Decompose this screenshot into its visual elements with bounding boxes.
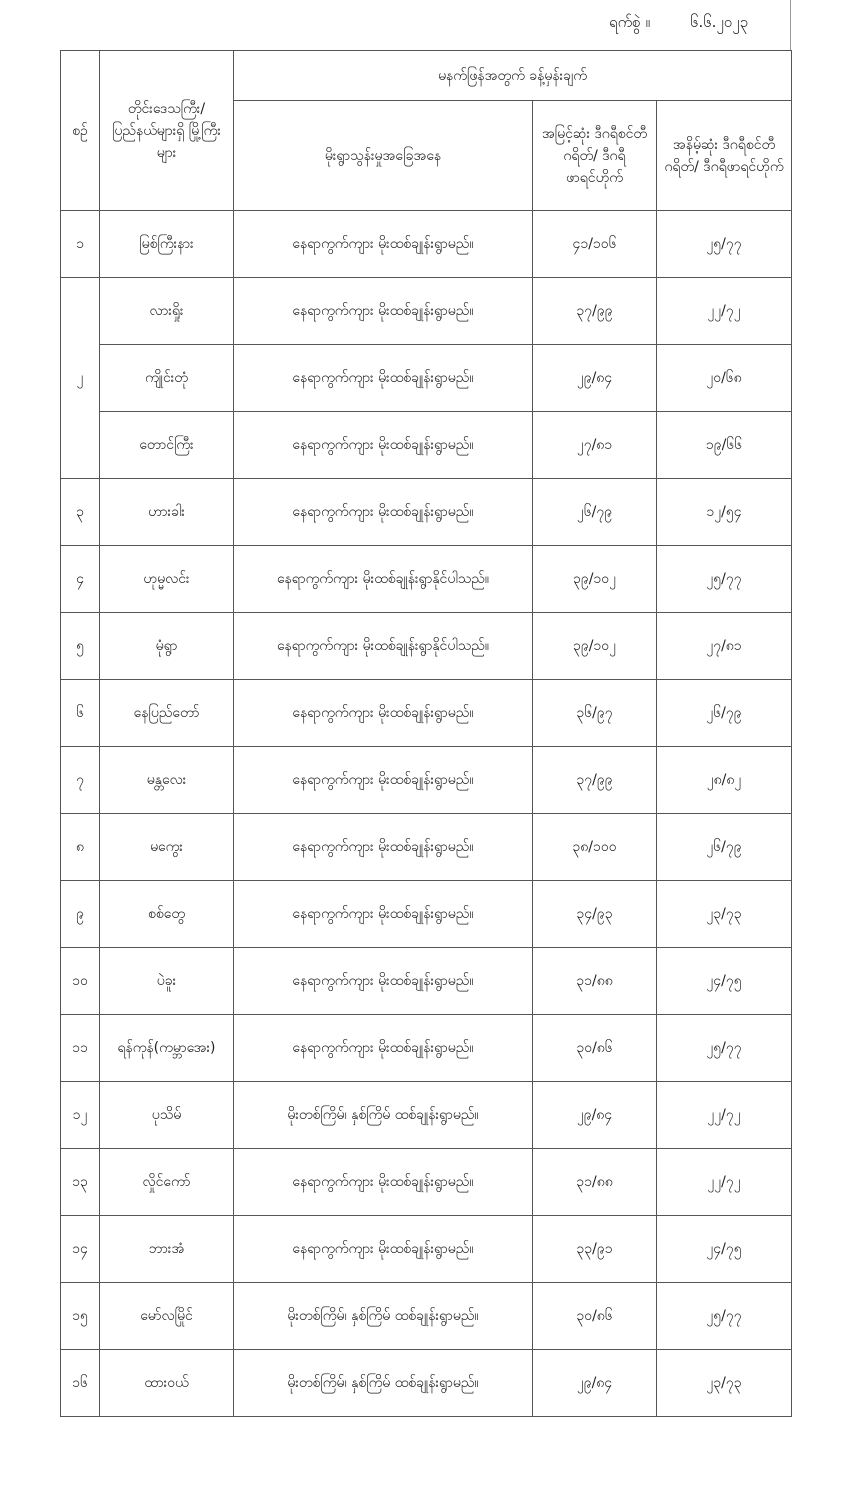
min-temperature: ၂၂/၇၂ <box>657 1149 792 1216</box>
table-body <box>61 211 792 1417</box>
min-temperature: ၂၀/၆၈ <box>657 345 792 412</box>
city-name: မြစ်ကြီးနား <box>100 211 234 278</box>
date-label: ရက်စွဲ ။ <box>608 13 650 31</box>
table-row <box>61 412 792 479</box>
max-temperature: ၂၇/၈၁ <box>533 412 657 479</box>
row-number: ၁၃ <box>61 1149 100 1216</box>
row-number: ၁၁ <box>61 1015 100 1082</box>
max-temperature: ၄၁/၁၀၆ <box>533 211 657 278</box>
table-row <box>61 613 792 680</box>
header-forecast-group: မနက်ဖြန်အတွက် ခန့်မှန်းချက် <box>234 51 792 101</box>
table-row <box>61 814 792 881</box>
city-name: ပဲခူး <box>100 948 234 1015</box>
rain-condition: နေရာကွက်ကျား မိုးထစ်ချုန်းရွာနိုင်ပါသည်။ <box>234 546 533 613</box>
max-temperature: ၃၇/၉၉ <box>533 747 657 814</box>
row-number: ၄ <box>61 546 100 613</box>
header-region: တိုင်းဒေသကြီး/ ပြည်နယ်များရှိ မြို့ကြီးများ <box>100 51 234 211</box>
row-number: ၃ <box>61 479 100 546</box>
city-name: မော်လမြိုင် <box>100 1283 234 1350</box>
city-name: ပုသိမ် <box>100 1082 234 1149</box>
max-temperature: ၃၈/၁၀၀ <box>533 814 657 881</box>
city-name: မုံရွာ <box>100 613 234 680</box>
max-temperature: ၃၄/၉၃ <box>533 881 657 948</box>
city-name: ဟားခါး <box>100 479 234 546</box>
max-temperature: ၃၃/၉၁ <box>533 1216 657 1283</box>
rain-condition: နေရာကွက်ကျား မိုးထစ်ချုန်းရွာမည်။ <box>234 1216 533 1283</box>
max-temperature: ၃၇/၉၉ <box>533 278 657 345</box>
city-name: ဟုမ္မလင်း <box>100 546 234 613</box>
min-temperature: ၂၃/၇၃ <box>657 881 792 948</box>
max-temperature: ၂၉/၈၄ <box>533 1350 657 1417</box>
max-temperature: ၂၉/၈၄ <box>533 1082 657 1149</box>
table-row <box>61 1283 792 1350</box>
table-row <box>61 1216 792 1283</box>
table-row <box>61 1082 792 1149</box>
table-row <box>61 747 792 814</box>
rain-condition: နေရာကွက်ကျား မိုးထစ်ချုန်းရွာမည်။ <box>234 479 533 546</box>
rain-condition: နေရာကွက်ကျား မိုးထစ်ချုန်းရွာမည်။ <box>234 948 533 1015</box>
min-temperature: ၂၅/၇၇ <box>657 1015 792 1082</box>
row-number: ၂ <box>61 278 100 479</box>
row-number: ၁၂ <box>61 1082 100 1149</box>
min-temperature: ၂၆/၇၉ <box>657 814 792 881</box>
rain-condition: နေရာကွက်ကျား မိုးထစ်ချုန်းရွာမည်။ <box>234 747 533 814</box>
min-temperature: ၂၄/၇၅ <box>657 1216 792 1283</box>
table-row <box>61 881 792 948</box>
header-condition: မိုးရွာသွန်းမှုအခြေအနေ <box>234 101 533 211</box>
row-number: ၁၀ <box>61 948 100 1015</box>
row-number: ၁၆ <box>61 1350 100 1417</box>
rain-condition: နေရာကွက်ကျား မိုးထစ်ချုန်းရွာမည်။ <box>234 1015 533 1082</box>
min-temperature: ၂၃/၇၃ <box>657 1350 792 1417</box>
table-row <box>61 345 792 412</box>
city-name: မကွေး <box>100 814 234 881</box>
min-temperature: ၂၆/၇၉ <box>657 680 792 747</box>
rain-condition: နေရာကွက်ကျား မိုးထစ်ချုန်းရွာမည်။ <box>234 881 533 948</box>
rain-condition: နေရာကွက်ကျား မိုးထစ်ချုန်းရွာမည်။ <box>234 1149 533 1216</box>
date-value: ၆.၆.၂၀၂၃ <box>690 13 749 31</box>
max-temperature: ၃၉/၁၀၂ <box>533 613 657 680</box>
table-row <box>61 1149 792 1216</box>
header-no: စဉ် <box>61 51 100 211</box>
city-name: စစ်တွေ <box>100 881 234 948</box>
row-number: ၅ <box>61 613 100 680</box>
city-name: တောင်ကြီး <box>100 412 234 479</box>
min-temperature: ၂၅/၇၇ <box>657 211 792 278</box>
max-temperature: ၃၁/၈၈ <box>533 1149 657 1216</box>
rain-condition: နေရာကွက်ကျား မိုးထစ်ချုန်းရွာနိုင်ပါသည်။ <box>234 613 533 680</box>
row-number: ၈ <box>61 814 100 881</box>
max-temperature: ၂၉/၈၄ <box>533 345 657 412</box>
min-temperature: ၂၂/၇၂ <box>657 278 792 345</box>
table-row <box>61 1350 792 1417</box>
max-temperature: ၃၁/၈၈ <box>533 948 657 1015</box>
table-row <box>61 680 792 747</box>
max-temperature: ၃၉/၁၀၂ <box>533 546 657 613</box>
table-row <box>61 211 792 278</box>
city-name: လှိုင်ကော် <box>100 1149 234 1216</box>
max-temperature: ၂၆/၇၉ <box>533 479 657 546</box>
city-name: လားရှိုး <box>100 278 234 345</box>
city-name: နေပြည်တော် <box>100 680 234 747</box>
row-number: ၉ <box>61 881 100 948</box>
city-name: ကျိုင်းတုံ <box>100 345 234 412</box>
header-min-temp: အနိမ့်ဆုံး ဒီဂရီစင်တီဂရိတ်/ ဒီဂရီဖာရင်ဟိုက် <box>657 101 792 211</box>
forecast-table <box>60 50 792 1417</box>
rain-condition: နေရာကွက်ကျား မိုးထစ်ချုန်းရွာမည်။ <box>234 278 533 345</box>
city-name: ရန်ကုန်(ကမ္ဘာအေး) <box>100 1015 234 1082</box>
row-number: ၇ <box>61 747 100 814</box>
city-name: ထားဝယ် <box>100 1350 234 1417</box>
rain-condition: နေရာကွက်ကျား မိုးထစ်ချုန်းရွာမည်။ <box>234 345 533 412</box>
page-edge-line <box>790 0 791 50</box>
min-temperature: ၂၂/၇၂ <box>657 1082 792 1149</box>
min-temperature: ၁၂/၅၄ <box>657 479 792 546</box>
city-name: မန္တလေး <box>100 747 234 814</box>
header-max-temp: အမြင့်ဆုံး ဒီဂရီစင်တီဂရိတ်/ ဒီဂရီဖာရင်ဟိုက် <box>533 101 657 211</box>
table-row <box>61 278 792 345</box>
table-row <box>61 1015 792 1082</box>
rain-condition: မိုးတစ်ကြိမ်၊ နှစ်ကြိမ် ထစ်ချုန်းရွာမည်။ <box>234 1082 533 1149</box>
row-number: ၆ <box>61 680 100 747</box>
row-number: ၁၄ <box>61 1216 100 1283</box>
date-line <box>560 8 790 40</box>
max-temperature: ၃၆/၉၇ <box>533 680 657 747</box>
table-row <box>61 948 792 1015</box>
rain-condition: နေရာကွက်ကျား မိုးထစ်ချုန်းရွာမည်။ <box>234 211 533 278</box>
min-temperature: ၂၇/၈၁ <box>657 613 792 680</box>
table-row <box>61 546 792 613</box>
min-temperature: ၂၄/၇၅ <box>657 948 792 1015</box>
min-temperature: ၂၅/၇၇ <box>657 1283 792 1350</box>
row-number: ၁ <box>61 211 100 278</box>
rain-condition: နေရာကွက်ကျား မိုးထစ်ချုန်းရွာမည်။ <box>234 680 533 747</box>
row-number: ၁၅ <box>61 1283 100 1350</box>
table-row <box>61 479 792 546</box>
rain-condition: နေရာကွက်ကျား မိုးထစ်ချုန်းရွာမည်။ <box>234 814 533 881</box>
min-temperature: ၁၉/၆၆ <box>657 412 792 479</box>
min-temperature: ၂၅/၇၇ <box>657 546 792 613</box>
rain-condition: မိုးတစ်ကြိမ်၊ နှစ်ကြိမ် ထစ်ချုန်းရွာမည်။ <box>234 1283 533 1350</box>
rain-condition: မိုးတစ်ကြိမ်၊ နှစ်ကြိမ် ထစ်ချုန်းရွာမည်။ <box>234 1350 533 1417</box>
city-name: ဘားအံ <box>100 1216 234 1283</box>
rain-condition: နေရာကွက်ကျား မိုးထစ်ချုန်းရွာမည်။ <box>234 412 533 479</box>
min-temperature: ၂၈/၈၂ <box>657 747 792 814</box>
max-temperature: ၃၀/၈၆ <box>533 1283 657 1350</box>
max-temperature: ၃၀/၈၆ <box>533 1015 657 1082</box>
